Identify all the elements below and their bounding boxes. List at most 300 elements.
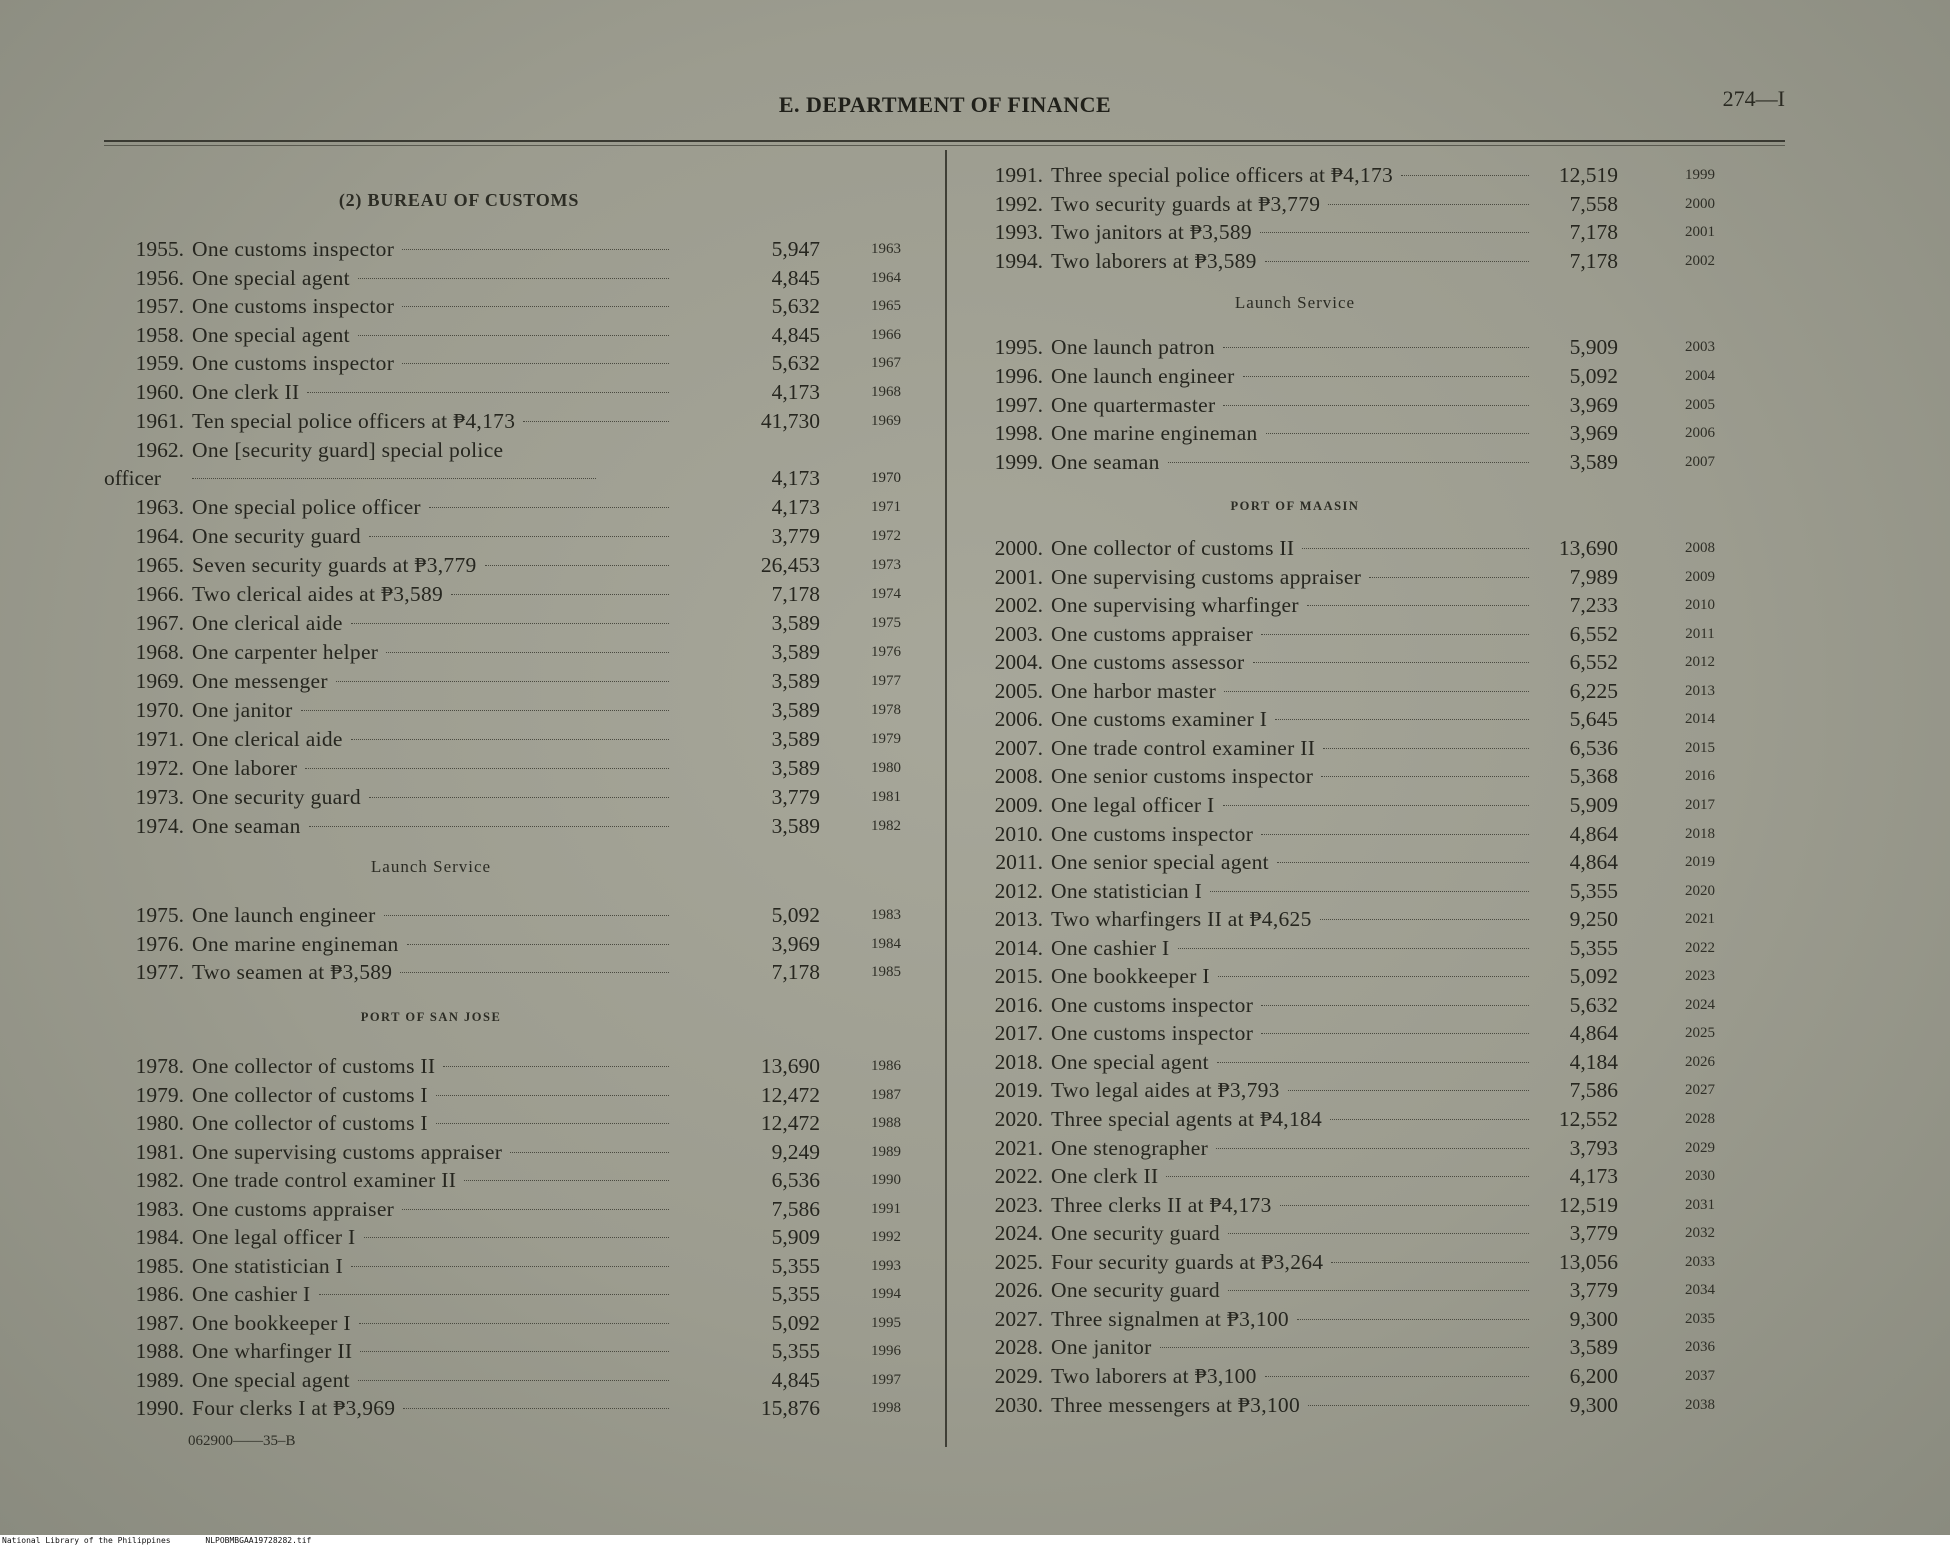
item-number: 1965. xyxy=(135,553,184,577)
dot-leader xyxy=(369,797,669,798)
item-code: 2031 xyxy=(1685,1196,1715,1213)
item-code: 1994 xyxy=(871,1286,901,1302)
item-amount: 5,092 xyxy=(771,1310,820,1335)
dot-leader xyxy=(1302,548,1529,549)
list-item xyxy=(116,725,916,753)
item-code: 1974 xyxy=(871,586,901,602)
item-description: Four security guards at ₱3,264 xyxy=(1051,1249,1324,1274)
item-amount: 3,589 xyxy=(771,669,820,693)
dot-leader xyxy=(402,306,669,307)
dot-leader xyxy=(1224,691,1529,692)
list-item xyxy=(116,1081,916,1109)
item-number: 2022. xyxy=(994,1164,1043,1189)
item-code: 1976 xyxy=(871,644,901,660)
item-number: 1975. xyxy=(135,903,184,927)
item-description: One seaman xyxy=(192,814,301,838)
item-description: One customs examiner I xyxy=(1051,707,1268,732)
item-description: One quartermaster xyxy=(1051,392,1216,417)
item-description: One messenger xyxy=(192,669,328,693)
item-number: 1968. xyxy=(135,640,184,664)
item-amount: 5,909 xyxy=(1569,335,1618,359)
item-amount: 9,249 xyxy=(771,1139,820,1164)
item-number: 2012. xyxy=(994,878,1043,903)
item-amount: 12,552 xyxy=(1558,1107,1618,1131)
item-code: 2005 xyxy=(1685,396,1715,413)
item-code: 1997 xyxy=(871,1371,901,1388)
item-description: Seven security guards at ₱3,779 xyxy=(192,553,477,577)
item-description: One supervising customs appraiser xyxy=(1051,564,1362,589)
item-code: 1999 xyxy=(1685,167,1715,183)
dot-leader xyxy=(360,1351,669,1352)
item-code: 1982 xyxy=(871,818,901,834)
item-number: 1993. xyxy=(994,220,1043,244)
item-code: 2011 xyxy=(1685,625,1715,642)
item-number: 2002. xyxy=(994,593,1043,618)
item-description: One supervising customs appraiser xyxy=(192,1139,503,1164)
dot-leader xyxy=(1307,605,1529,606)
item-number: 1970. xyxy=(135,698,184,722)
item-amount: 9,300 xyxy=(1569,1392,1618,1417)
dot-leader xyxy=(307,392,669,393)
dot-leader xyxy=(192,478,596,479)
item-code: 1988 xyxy=(871,1115,901,1131)
item-description: One clerical aide xyxy=(192,727,343,751)
item-code: 1968 xyxy=(871,384,901,400)
item-amount: 4,173 xyxy=(771,380,820,404)
list-item xyxy=(116,551,916,579)
item-description: One clerk II xyxy=(1051,1164,1159,1189)
dot-leader xyxy=(1261,1033,1529,1034)
dot-leader xyxy=(1253,662,1529,663)
item-number: 1990. xyxy=(135,1396,184,1420)
item-amount: 5,909 xyxy=(771,1225,820,1249)
dot-leader xyxy=(443,1066,669,1067)
item-code: 2012 xyxy=(1685,654,1715,671)
item-code: 2003 xyxy=(1685,339,1715,355)
item-amount: 5,355 xyxy=(771,1339,820,1363)
item-description: One senior customs inspector xyxy=(1051,764,1314,789)
dot-leader xyxy=(319,1294,669,1295)
list-item xyxy=(116,493,916,521)
item-amount: 5,092 xyxy=(771,903,820,927)
file-caption: NLPOBMBGAA19728282.tif xyxy=(205,1536,312,1545)
list-item xyxy=(975,1048,1805,1076)
item-amount: 7,178 xyxy=(771,960,820,984)
item-description: One clerk II xyxy=(192,380,300,404)
scan-caption xyxy=(0,1535,1950,1546)
item-description: One marine engineman xyxy=(192,931,399,956)
item-description: One security guard xyxy=(1051,1278,1220,1303)
item-amount: 5,355 xyxy=(1569,878,1618,903)
item-number: 2004. xyxy=(994,650,1043,675)
list-item xyxy=(975,591,1805,619)
list-item xyxy=(975,677,1805,705)
list-item xyxy=(116,1138,916,1166)
dot-leader xyxy=(1228,1290,1529,1291)
dot-leader xyxy=(436,1123,669,1124)
item-number: 1956. xyxy=(135,265,184,290)
list-item xyxy=(975,905,1805,933)
item-number: 1992. xyxy=(994,191,1043,216)
item-number: 2024. xyxy=(994,1221,1043,1246)
item-number: 2025. xyxy=(994,1249,1043,1274)
dot-leader xyxy=(402,249,669,250)
dot-leader xyxy=(403,1408,669,1409)
list-item xyxy=(975,1019,1805,1047)
dot-leader xyxy=(1320,919,1529,920)
list-item xyxy=(975,1076,1805,1104)
item-code: 1967 xyxy=(871,355,901,372)
list-item xyxy=(116,638,916,666)
item-code: 1966 xyxy=(871,326,901,343)
item-number: 2029. xyxy=(994,1363,1043,1388)
dot-leader xyxy=(1223,405,1529,406)
dot-leader xyxy=(1210,891,1529,892)
item-amount: 5,355 xyxy=(1569,935,1618,960)
list-item xyxy=(116,407,916,435)
item-amount: 3,779 xyxy=(771,785,820,809)
item-number: 1963. xyxy=(135,495,184,519)
list-item xyxy=(975,247,1805,275)
dot-leader xyxy=(1277,862,1529,863)
item-code: 2009 xyxy=(1685,568,1715,585)
item-number: 1995. xyxy=(994,335,1043,359)
item-description: One customs inspector xyxy=(192,237,395,261)
item-number: 2016. xyxy=(994,992,1043,1017)
item-number: 1994. xyxy=(994,248,1043,273)
item-code: 2030 xyxy=(1685,1168,1715,1185)
list-item xyxy=(975,1305,1805,1333)
dot-leader xyxy=(1178,948,1529,949)
item-number: 1973. xyxy=(135,785,184,809)
launch-service-heading: Launch Service xyxy=(370,857,492,876)
item-amount: 12,472 xyxy=(760,1111,820,1135)
item-code: 2029 xyxy=(1685,1139,1715,1156)
item-amount: 3,779 xyxy=(1569,1221,1618,1246)
dot-leader xyxy=(1266,433,1529,434)
list-item xyxy=(116,609,916,637)
dot-leader xyxy=(1328,204,1529,205)
dot-leader xyxy=(1297,1319,1529,1320)
item-description: One customs inspector xyxy=(192,294,395,319)
item-amount: 4,864 xyxy=(1569,1021,1618,1046)
item-amount: 3,969 xyxy=(771,931,820,956)
item-description: Three clerks II at ₱4,173 xyxy=(1051,1192,1272,1217)
list-item xyxy=(975,1191,1805,1219)
list-item xyxy=(975,791,1805,819)
item-amount: 3,969 xyxy=(1569,392,1618,417)
list-item xyxy=(975,1391,1805,1419)
item-description: One customs inspector xyxy=(1051,992,1254,1017)
item-code: 1978 xyxy=(871,702,901,718)
item-code: 1987 xyxy=(871,1086,901,1103)
header-rule xyxy=(104,140,1785,142)
item-code: 2026 xyxy=(1685,1053,1715,1070)
item-code: 2022 xyxy=(1685,939,1715,956)
item-amount: 7,178 xyxy=(1569,248,1618,273)
item-description: One customs appraiser xyxy=(1051,621,1254,646)
dot-leader xyxy=(351,739,669,740)
item-description: One launch engineer xyxy=(192,903,376,927)
item-code: 2021 xyxy=(1685,911,1715,928)
item-description: Three messengers at ₱3,100 xyxy=(1051,1392,1301,1417)
list-item-continuation xyxy=(104,464,904,492)
item-amount: 3,589 xyxy=(771,727,820,751)
dot-leader xyxy=(510,1152,669,1153)
list-item xyxy=(975,1276,1805,1304)
item-amount: 9,250 xyxy=(1569,907,1618,932)
item-number: 2030. xyxy=(994,1392,1043,1417)
item-description: Three special police officers at ₱4,173 xyxy=(1051,163,1394,187)
item-description: One special agent xyxy=(192,265,350,290)
item-code: 1992 xyxy=(871,1229,901,1245)
item-number: 1984. xyxy=(135,1225,184,1249)
item-code: 1975 xyxy=(871,615,901,631)
item-number: 2027. xyxy=(994,1306,1043,1331)
list-item xyxy=(116,436,916,464)
item-code: 1965 xyxy=(871,298,901,315)
list-item xyxy=(975,820,1805,848)
library-caption: National Library of the Philippines xyxy=(2,1536,171,1545)
list-item xyxy=(975,218,1805,246)
list-item xyxy=(116,1109,916,1137)
dot-leader xyxy=(384,915,669,916)
item-code: 1984 xyxy=(871,935,901,952)
list-item xyxy=(975,1248,1805,1276)
item-code: 2007 xyxy=(1685,454,1715,471)
page-title: E. DEPARTMENT OF FINANCE xyxy=(778,92,1112,117)
item-amount: 3,779 xyxy=(771,524,820,548)
dot-leader xyxy=(305,768,669,769)
item-number: 2011. xyxy=(995,850,1043,875)
item-amount: 6,552 xyxy=(1569,650,1618,675)
dot-leader xyxy=(523,421,669,422)
item-amount: 5,355 xyxy=(771,1282,820,1306)
item-number: 2028. xyxy=(994,1335,1043,1360)
section-title: (2) BUREAU OF CUSTOMS xyxy=(338,190,580,210)
item-amount: 3,589 xyxy=(771,698,820,722)
list-item xyxy=(975,934,1805,962)
item-code: 2038 xyxy=(1685,1396,1715,1413)
dot-leader xyxy=(1265,1376,1529,1377)
item-amount: 13,056 xyxy=(1558,1249,1618,1274)
item-number: 1976. xyxy=(135,931,184,956)
item-description: One customs inspector xyxy=(192,351,395,376)
item-amount: 7,233 xyxy=(1569,593,1618,618)
item-description: One supervising wharfinger xyxy=(1051,593,1299,618)
item-code: 2008 xyxy=(1685,540,1715,556)
item-number: 1957. xyxy=(135,294,184,319)
item-amount: 4,845 xyxy=(771,322,820,347)
page-number: 274—I xyxy=(1722,86,1785,111)
dot-leader xyxy=(1168,462,1529,463)
item-number: 1955. xyxy=(135,237,184,261)
item-code: 2020 xyxy=(1685,882,1715,899)
item-code: 1969 xyxy=(871,412,901,429)
item-code: 1972 xyxy=(871,528,901,544)
list-item xyxy=(116,378,916,406)
item-number: 1969. xyxy=(135,669,184,693)
list-item xyxy=(116,321,916,349)
item-code: 2010 xyxy=(1685,597,1715,614)
item-amount: 12,519 xyxy=(1558,163,1618,187)
item-number: 1961. xyxy=(135,408,184,433)
item-description: One security guard xyxy=(192,524,361,548)
item-description: One laborer xyxy=(192,756,298,780)
item-amount: 3,793 xyxy=(1569,1135,1618,1160)
item-description: One carpenter helper xyxy=(192,640,379,664)
dot-leader xyxy=(1330,1119,1529,1120)
dot-leader xyxy=(1308,1405,1529,1406)
item-amount: 3,589 xyxy=(1569,450,1618,475)
list-item xyxy=(975,333,1805,361)
list-item xyxy=(116,349,916,377)
list-item xyxy=(116,235,916,263)
list-item xyxy=(975,877,1805,905)
list-item xyxy=(116,1280,916,1308)
item-amount: 7,178 xyxy=(771,582,820,606)
item-description: One special agent xyxy=(192,1367,350,1392)
item-description: One launch engineer xyxy=(1051,363,1235,388)
item-number: 2010. xyxy=(994,821,1043,846)
dot-leader xyxy=(358,1380,669,1381)
item-description: Ten special police officers at ₱4,173 xyxy=(192,408,516,433)
list-item xyxy=(116,292,916,320)
item-description: One clerical aide xyxy=(192,611,343,635)
item-description: One collector of customs I xyxy=(192,1082,428,1107)
item-code: 2014 xyxy=(1685,711,1715,728)
item-description: Two wharfingers II at ₱4,625 xyxy=(1051,907,1312,932)
item-number: 1991. xyxy=(994,163,1043,187)
list-item xyxy=(975,620,1805,648)
item-number: 1958. xyxy=(135,322,184,347)
dot-leader xyxy=(364,1237,670,1238)
item-code: 2000 xyxy=(1685,195,1715,212)
item-description: Two legal aides at ₱3,793 xyxy=(1051,1078,1280,1103)
dot-leader xyxy=(1243,376,1529,377)
list-item xyxy=(975,161,1805,189)
item-code: 1983 xyxy=(871,907,901,923)
item-number: 1960. xyxy=(135,380,184,404)
dot-leader xyxy=(1223,805,1530,806)
list-item xyxy=(116,812,916,840)
item-number: 2008. xyxy=(994,764,1043,789)
item-description: One janitor xyxy=(192,698,293,722)
item-amount: 3,969 xyxy=(1569,421,1618,446)
item-amount: 12,519 xyxy=(1558,1192,1618,1217)
item-description: One senior special agent xyxy=(1051,850,1269,875)
item-code: 2002 xyxy=(1685,252,1715,269)
item-description: One customs appraiser xyxy=(192,1196,395,1221)
item-description: One cashier I xyxy=(1051,935,1170,960)
item-amount: 12,472 xyxy=(760,1082,820,1107)
list-item xyxy=(116,958,916,986)
list-item xyxy=(975,534,1805,562)
list-item xyxy=(975,391,1805,419)
list-item xyxy=(975,648,1805,676)
item-amount: 5,632 xyxy=(771,351,820,376)
port-heading: PORT OF SAN JOSE xyxy=(360,1010,502,1024)
launch-service-heading: Launch Service xyxy=(1234,293,1356,312)
item-code: 1991 xyxy=(871,1200,901,1217)
list-item xyxy=(116,1366,916,1394)
item-description: One trade control examiner II xyxy=(1051,735,1316,760)
item-number: 2000. xyxy=(994,536,1043,560)
item-description: One [security guard] special police xyxy=(192,438,504,462)
list-item xyxy=(975,1134,1805,1162)
item-number: 1966. xyxy=(135,582,184,606)
item-code: 1981 xyxy=(871,789,901,805)
list-item xyxy=(975,991,1805,1019)
dot-leader xyxy=(336,681,669,682)
item-number: 1996. xyxy=(994,363,1043,388)
item-description: One customs assessor xyxy=(1051,650,1245,675)
item-amount: 15,876 xyxy=(760,1396,820,1420)
list-item xyxy=(975,1219,1805,1247)
dot-leader xyxy=(1288,1090,1529,1091)
item-code: 2024 xyxy=(1685,996,1715,1013)
item-code: 1990 xyxy=(871,1172,901,1188)
item-amount: 4,173 xyxy=(771,466,820,490)
item-description: One customs inspector xyxy=(1051,1021,1254,1046)
dot-leader xyxy=(1261,634,1529,635)
dot-leader xyxy=(1223,347,1529,348)
item-number: 1974. xyxy=(135,814,184,838)
item-amount: 6,552 xyxy=(1569,621,1618,646)
item-number: 1997. xyxy=(994,392,1043,417)
dot-leader xyxy=(351,623,669,624)
item-amount: 4,173 xyxy=(1569,1164,1618,1189)
item-amount: 9,300 xyxy=(1569,1306,1618,1331)
list-item xyxy=(975,1333,1805,1361)
item-amount: 41,730 xyxy=(760,408,820,433)
list-item xyxy=(975,1362,1805,1390)
dot-leader xyxy=(407,944,669,945)
item-amount: 3,589 xyxy=(771,756,820,780)
item-code: 2037 xyxy=(1685,1367,1715,1384)
item-description: Two clerical aides at ₱3,589 xyxy=(192,582,444,606)
item-number: 1979. xyxy=(135,1082,184,1107)
item-amount: 3,589 xyxy=(771,611,820,635)
dot-leader xyxy=(1261,834,1529,835)
item-number: 1988. xyxy=(135,1339,184,1363)
item-number: 1971. xyxy=(135,727,184,751)
dot-leader xyxy=(1216,1148,1529,1149)
item-amount: 7,558 xyxy=(1569,191,1618,216)
item-number: 2018. xyxy=(994,1049,1043,1074)
item-code: 1971 xyxy=(871,499,901,515)
item-amount: 5,947 xyxy=(771,237,820,261)
item-amount: 7,989 xyxy=(1569,564,1618,589)
item-number: 1977. xyxy=(135,960,184,984)
item-code: 1986 xyxy=(871,1058,901,1074)
item-number: 2007. xyxy=(994,735,1043,760)
item-description: Three signalmen at ₱3,100 xyxy=(1051,1306,1289,1331)
item-amount: 3,589 xyxy=(771,814,820,838)
item-code: 2016 xyxy=(1685,768,1715,785)
item-number: 1982. xyxy=(135,1168,184,1192)
item-code: 1977 xyxy=(871,673,901,689)
item-number: 2003. xyxy=(994,621,1043,646)
item-amount: 4,173 xyxy=(771,495,820,519)
item-amount: 6,200 xyxy=(1569,1363,1618,1388)
item-number: 1986. xyxy=(135,1282,184,1306)
item-amount: 5,368 xyxy=(1569,764,1618,789)
item-number: 2017. xyxy=(994,1021,1043,1046)
item-code: 1995 xyxy=(871,1314,901,1331)
dot-leader xyxy=(1160,1347,1529,1348)
list-item xyxy=(116,1052,916,1080)
